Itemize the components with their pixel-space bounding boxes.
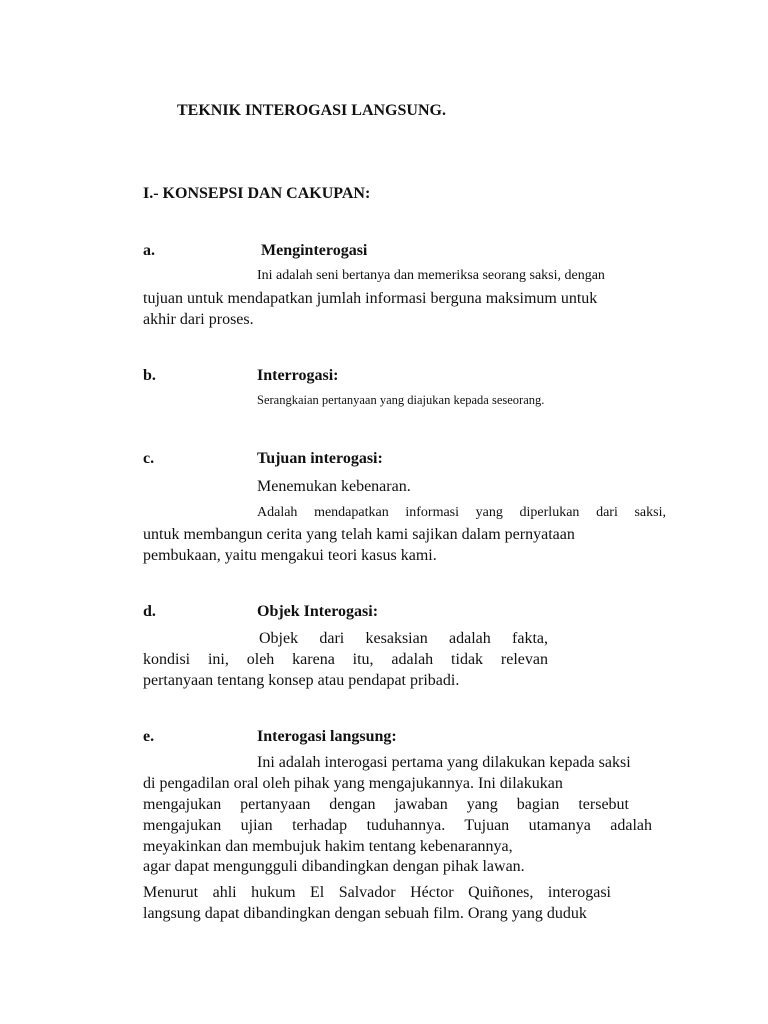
item-c-line: Adalah mendapatkan informasi yang diperlukan dari saksi,: [257, 505, 666, 520]
item-e-line: Ini adalah interogasi pertama yang dilakukan kepada saksi: [257, 754, 631, 771]
item-b-line: Serangkaian pertanyaan yang diajukan kepada seseorang.: [257, 393, 545, 407]
item-heading-d: Objek Interogasi:: [257, 603, 379, 620]
item-letter-d: d.: [143, 603, 156, 620]
item-heading-e: Interogasi langsung:: [257, 728, 397, 745]
item-a-line: akhir dari proses.: [143, 311, 254, 328]
item-d-line: kondisi ini, oleh karena itu, adalah tidak relevan: [143, 651, 548, 668]
item-d-line: pertanyaan tentang konsep atau pendapat pribadi.: [143, 672, 460, 689]
closing-paragraph-line: langsung dapat dibandingkan dengan sebuah film. Orang yang duduk: [143, 905, 587, 922]
item-heading-b: Interrogasi:: [257, 367, 339, 384]
document-title: TEKNIK INTEROGASI LANGSUNG.: [177, 102, 446, 119]
item-letter-a: a.: [143, 242, 155, 259]
section-heading: I.- KONSEPSI DAN CAKUPAN:: [143, 185, 371, 202]
closing-paragraph-line: Menurut ahli hukum El Salvador Héctor Quiñones, interogasi: [143, 884, 611, 901]
item-a-line: tujuan untuk mendapatkan jumlah informasi berguna maksimum untuk: [143, 290, 598, 307]
item-c-line: untuk membangun cerita yang telah kami sajikan dalam pernyataan: [143, 526, 575, 543]
item-a-line: Ini adalah seni bertanya dan memeriksa seorang saksi, dengan: [257, 268, 605, 283]
item-c-line: pembukaan, yaitu mengakui teori kasus kami.: [143, 547, 437, 564]
item-heading-c: Tujuan interogasi:: [257, 450, 383, 467]
item-letter-c: c.: [143, 450, 155, 467]
item-e-line: meyakinkan dan membujuk hakim tentang kebenarannya,: [143, 838, 513, 855]
item-heading-a: Menginterogasi: [261, 242, 368, 259]
item-c-line: Menemukan kebenaran.: [257, 478, 411, 495]
item-d-line: Objek dari kesaksian adalah fakta,: [259, 630, 548, 647]
item-e-line: mengajukan pertanyaan dengan jawaban yang bagian tersebut: [143, 796, 629, 813]
item-e-line: agar dapat mengungguli dibandingkan dengan pihak lawan.: [143, 858, 525, 875]
item-letter-b: b.: [143, 367, 156, 384]
item-letter-e: e.: [143, 728, 155, 745]
item-e-line: mengajukan ujian terhadap tuduhannya. Tujuan utamanya adalah: [143, 817, 652, 834]
item-e-line: di pengadilan oral oleh pihak yang mengajukannya. Ini dilakukan: [143, 775, 563, 792]
